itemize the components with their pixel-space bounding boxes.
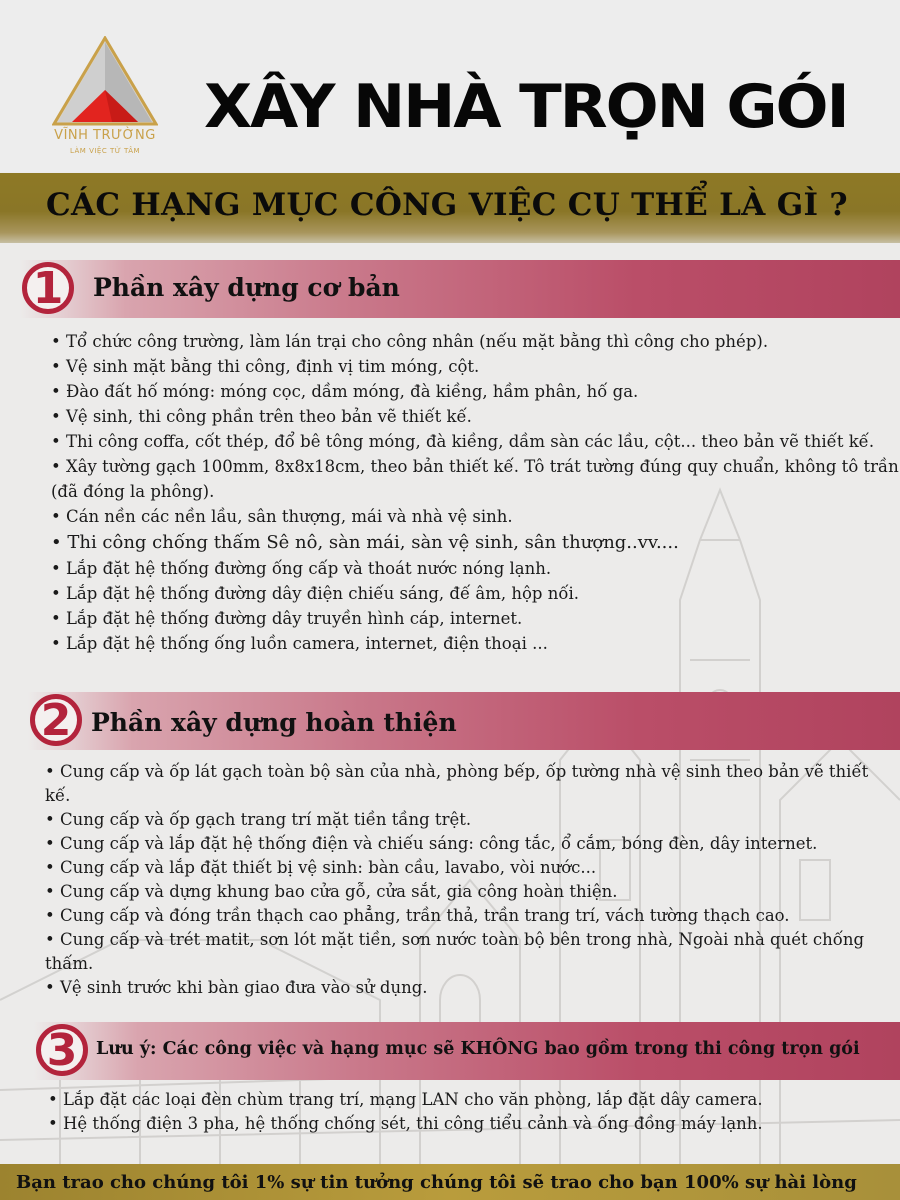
list-item: • Thi công chống thấm Sê nô, sàn mái, sàn vệ sinh, sân thượng..vv.... [51,532,679,553]
brand-name: VĨNH TRƯỜNG [54,128,156,143]
list-item: • Cung cấp và trét matit, sơn lót mặt tiền, sơn nước toàn bộ bên trong nhà, Ngoài nhà quét chống thấm. [45,930,865,973]
section-1-list [51,329,900,656]
list-item: • Cung cấp và dựng khung bao cửa gỗ, cửa sắt, gia công hoàn thiện. [45,882,618,901]
list-item: • Vệ sinh mặt bằng thi công, định vị tim móng, cột. [51,357,480,376]
list-item: • Cán nền các nền lầu, sân thượng, mái và nhà vệ sinh. [51,507,513,526]
page-title: XÂY NHÀ TRỌN GÓI [204,72,848,142]
question-heading: CÁC HẠNG MỤC CÔNG VIỆC CỤ THỂ LÀ GÌ ? [46,187,848,223]
brand-slogan: LÀM VIỆC TỪ TÂM [69,147,141,155]
list-item: • Lắp đặt hệ thống đường ống cấp và thoát nước nóng lạnh. [51,559,552,578]
list-item: • Cung cấp và lắp đặt thiết bị vệ sinh: bàn cầu, lavabo, vòi nước... [45,858,597,877]
header [0,0,900,172]
list-item: • Cung cấp và ốp lát gạch toàn bộ sàn của nhà, phòng bếp, ốp tường nhà vệ sinh theo bản vẽ thiết kế. [45,762,869,805]
list-item: • Vệ sinh trước khi bàn giao đưa vào sử dụng. [45,978,428,997]
list-item: • Lắp đặt các loại đèn chùm trang trí, mạng LAN cho văn phòng, lắp đặt dây camera. [48,1090,763,1109]
section-2-number: 2 [40,695,72,746]
list-item: • Thi công coffa, cốt thép, đổ bê tông móng, đà kiềng, dầm sàn các lầu, cột... theo bản vẽ thiết kế. [51,432,875,451]
list-item: • Vệ sinh, thi công phần trên theo bản vẽ thiết kế. [51,407,472,426]
list-item: • Cung cấp và đóng trần thạch cao phẳng, trần thả, trần trang trí, vách tường thạch cao. [45,906,790,925]
list-item: • Lắp đặt hệ thống đường dây truyền hình cáp, internet. [51,609,523,628]
section-1-number: 1 [32,263,64,314]
list-item: • Lắp đặt hệ thống đường dây điện chiếu sáng, đế âm, hộp nối. [51,584,579,603]
section-1-title: Phần xây dựng cơ bản [93,273,400,302]
section-2-title: Phần xây dựng hoàn thiện [91,708,457,737]
section-3-number-badge [36,1024,88,1076]
footer-slogan: Bạn trao cho chúng tôi 1% sự tin tưởng chúng tôi sẽ trao cho bạn 100% sự hài lòng [16,1172,857,1193]
list-item: • Lắp đặt hệ thống ống luồn camera, internet, điện thoại ... [51,634,548,653]
list-item: • Cung cấp và ốp gạch trang trí mặt tiền tầng trệt. [45,810,472,829]
section-2-number-badge [30,694,82,746]
footer-banner [0,1164,900,1200]
list-item: • Xây tường gạch 100mm, 8x8x18cm, theo bản thiết kế. Tô trát tường đúng quy chuẩn, không tô trần (đã đóng la phông). [51,457,899,501]
list-item: • Đào đất hố móng: móng cọc, dầm móng, đà kiềng, hầm phân, hố ga. [51,382,639,401]
section-3-title: Lưu ý: Các công việc và hạng mục sẽ KHÔNG bao gồm trong thi công trọn gói [96,1039,860,1059]
list-item: • Hệ thống điện 3 pha, hệ thống chống sét, thi công tiểu cảnh và ống đồng máy lạnh. [48,1114,763,1133]
logo-triangle-icon [52,36,158,128]
list-item: • Cung cấp và lắp đặt hệ thống điện và chiếu sáng: công tắc, ổ cắm, bóng đèn, dây internet. [45,834,818,853]
section-3-number: 3 [46,1025,78,1076]
section-3-list [48,1088,893,1136]
list-item: • Tổ chức công trường, làm lán trại cho công nhân (nếu mặt bằng thì công cho phép). [51,332,769,351]
logo [30,36,180,160]
question-banner [0,173,900,243]
section-1-number-badge [22,262,74,314]
section-2-list [45,760,890,1000]
